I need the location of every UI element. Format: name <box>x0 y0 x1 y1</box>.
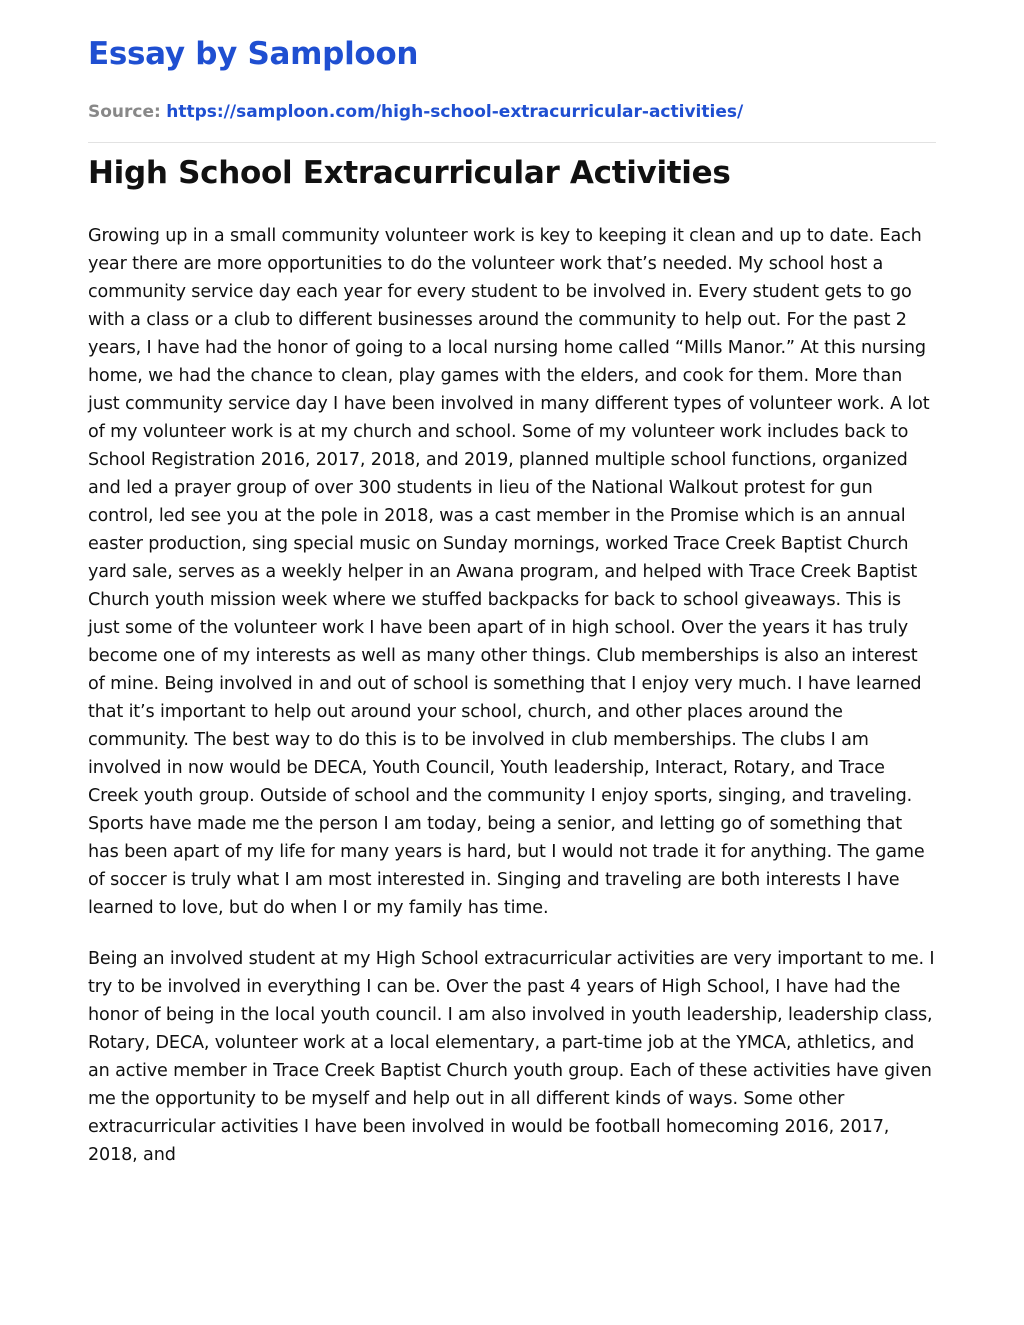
source-line <box>88 102 743 122</box>
header-divider <box>88 142 936 143</box>
essay-title: High School Extracurricular Activities <box>88 155 731 191</box>
source-label: Source: <box>88 102 161 122</box>
essay-paragraph-2: Being an involved student at my High School extracurricular activities are very important to me. I try to be involved in everything I can be. Over the past 4 years of High School, I have had the honor of being in the local youth council. I am also involved in youth leadership, leadership class, Rotary, DECA, volunteer work at a local elementary, a part-time job at the YMCA, athletics, and an active member in Trace Creek Baptist Church youth group. Each of these activities have given me the opportunity to be myself and help out in all different kinds of ways. Some other extracurricular activities I have been involved in would be football homecoming 2016, 2017, 2018, and <box>88 949 935 1165</box>
essay-body <box>88 222 936 1192</box>
source-link[interactable]: https://samploon.com/high-school-extracurricular-activities/ <box>166 102 744 122</box>
essay-paragraph-1: Growing up in a small community volunteer work is key to keeping it clean and up to date. Each year there are more opportunities to do the volunteer work that’s needed. My school host a community service day each year for every student to be involved in. Every student gets to go with a class or a club to different businesses around the community to help out. For the past 2 years, I have had the honor of going to a local nursing home called “Mills Manor.” At this nursing home, we had the chance to clean, play games with the elders, and cook for them. More than just community service day I have been involved in many different types of volunteer work. A lot of my volunteer work is at my church and school. Some of my volunteer work includes back to School Registration 2016, 2017, 2018, and 2019, planned multiple school functions, organized and led a prayer group of over 300 students in lieu of the National Walkout protest for gun control, led see you at the pole in 2018, was a cast member in the Promise which is an annual easter production, sing special music on Sunday mornings, worked Trace Creek Baptist Church yard sale, serves as a weekly helper in an Awana program, and helped with Trace Creek Baptist Church youth mission week where we stuffed backpacks for back to school giveaways. This is just some of the volunteer work I have been apart of in high school. Over the years it has truly become one of my interests as well as many other things. Club memberships is also an interest of mine. Being involved in and out of school is something that I enjoy very much. I have learned that it’s important to help out around your school, church, and other places around the community. The best way to do this is to be involved in club memberships. The clubs I am involved in now would be DECA, Youth Council, Youth leadership, Interact, Rotary, and Trace Creek youth group. Outside of school and the community I enjoy sports, singing, and traveling. Sports have made me the person I am today, being a senior, and letting go of something that has been apart of my life for many years is hard, but I would not trade it for anything. The game of soccer is truly what I am most interested in. Singing and traveling are both interests I have learned to love, but do when I or my family has time. <box>88 226 930 918</box>
site-brand-title: Essay by Samploon <box>88 36 419 72</box>
